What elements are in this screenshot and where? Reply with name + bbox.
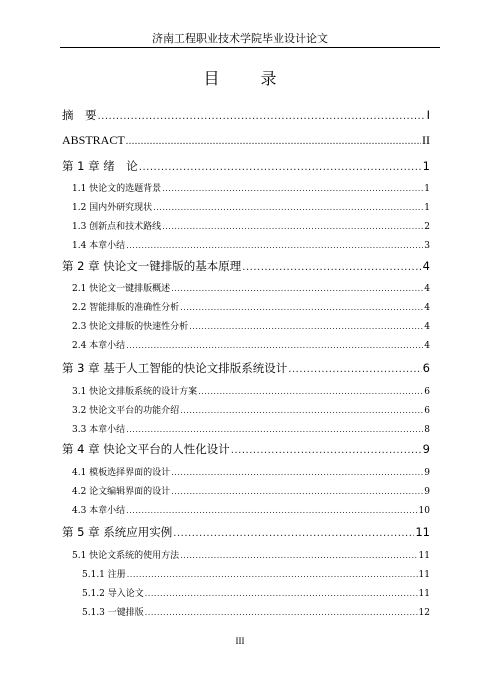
toc-entry-page: 11 <box>415 525 430 539</box>
toc-entry-label: ABSTRACT <box>62 133 125 147</box>
toc-entry-page: 4 <box>424 341 430 351</box>
toc-entry-page: 6 <box>424 406 430 416</box>
toc-leader-dots <box>173 528 414 539</box>
toc-entry <box>72 181 430 194</box>
toc-entry-page: I <box>426 108 430 122</box>
toc-entry-label: 第 2 章 快论文一键排版的基本原理 <box>62 259 242 273</box>
toc-leader-dots <box>126 425 423 434</box>
toc-entry-page: 4 <box>424 322 430 332</box>
toc-entry-label: 1.2 国内外研究现状 <box>72 203 153 213</box>
toc-entry-label: 2.1 快论文一键排版概述 <box>72 284 171 294</box>
toc-leader-dots <box>127 570 418 579</box>
toc-entry <box>82 586 430 599</box>
toc-entry-page: 11 <box>418 570 430 580</box>
toc-entry <box>62 524 430 540</box>
toc-entry-label: 2.3 快论文排版的快速性分析 <box>72 322 189 332</box>
toc-entry <box>82 567 430 580</box>
toc-entry <box>72 219 430 232</box>
toc-entry-page: 1 <box>422 159 430 173</box>
toc-entry <box>72 300 430 313</box>
toc-entry-label: 4.1 模板选择界面的设计 <box>72 468 171 478</box>
toc-entry-label: 1.3 创新点和技术路线 <box>72 222 162 232</box>
toc-entry-page: 12 <box>418 608 430 618</box>
toc-leader-dots <box>198 387 423 396</box>
toc-entry <box>72 484 430 497</box>
toc-leader-dots <box>145 589 418 598</box>
toc-leader-dots <box>139 162 422 173</box>
toc-entry-page: 9 <box>422 442 430 456</box>
toc-entry-page: 4 <box>424 284 430 294</box>
toc-title: 目 录 <box>203 69 295 88</box>
toc-entry <box>72 548 430 561</box>
toc-leader-dots <box>126 136 421 147</box>
toc-entry-label: 5.1.1 注册 <box>82 570 126 580</box>
toc-entry-label: 3.2 快论文平台的功能介绍 <box>72 406 180 416</box>
toc-leader-dots <box>126 241 423 250</box>
toc-entry <box>62 107 430 123</box>
toc-entry-label: 5.1 快论文系统的使用方法 <box>72 551 180 561</box>
toc-entry-label: 3.1 快论文排版系统的设计方案 <box>72 387 198 397</box>
toc-leader-dots <box>180 406 423 415</box>
toc-leader-dots <box>171 468 423 477</box>
toc-entry <box>72 281 430 294</box>
toc-entry-label: 摘 要 <box>62 108 97 122</box>
header-divider <box>60 47 440 48</box>
toc-leader-dots <box>153 203 423 212</box>
toc-entry-label: 2.4 本章小结 <box>72 341 126 351</box>
toc-entry-label: 第 1 章 绪 论 <box>62 159 138 173</box>
toc-entry <box>62 360 430 376</box>
toc-leader-dots <box>242 262 421 273</box>
toc-entry-page: 4 <box>424 303 430 313</box>
toc-leader-dots <box>162 222 423 231</box>
toc-entry <box>62 133 430 148</box>
toc-entry <box>72 465 430 478</box>
toc-entry-label: 4.3 本章小结 <box>72 506 126 516</box>
toc-entry-label: 3.3 本章小结 <box>72 425 126 435</box>
toc-entry-page: 10 <box>418 506 430 516</box>
toc-entry-label: 5.1.3 一键排版 <box>82 608 144 618</box>
running-header: 济南工程职业技术学院毕业设计论文 <box>152 32 328 45</box>
toc-entry-label: 1.4 本章小结 <box>72 241 126 251</box>
toc-leader-dots <box>231 445 422 456</box>
toc-entry <box>72 403 430 416</box>
toc-leader-dots <box>180 551 417 560</box>
toc-entry-label: 第 5 章 系统应用实例 <box>62 525 173 539</box>
toc-entry-label: 4.2 论文编辑界面的设计 <box>72 487 171 497</box>
toc-entry <box>72 384 430 397</box>
toc-entry-page: II <box>422 133 430 147</box>
toc-leader-dots <box>126 341 423 350</box>
toc-entry <box>62 258 430 274</box>
toc-entry <box>62 158 430 174</box>
toc-entry <box>72 338 430 351</box>
toc-entry-page: 9 <box>424 487 430 497</box>
toc-leader-dots <box>162 184 423 193</box>
toc-leader-dots <box>171 487 423 496</box>
toc-leader-dots <box>126 506 417 515</box>
toc-entry-page: 9 <box>424 468 430 478</box>
toc-entry <box>62 441 430 457</box>
toc-entry-label: 2.2 智能排版的准确性分析 <box>72 303 180 313</box>
toc-leader-dots <box>189 322 423 331</box>
toc-entry-page: 6 <box>422 361 430 375</box>
page-number: III <box>235 636 245 646</box>
toc-leader-dots <box>98 111 426 122</box>
toc-entry <box>72 503 430 516</box>
toc-entry-page: 11 <box>418 551 430 561</box>
toc-entry-page: 1 <box>424 203 430 213</box>
toc-leader-dots <box>180 303 423 312</box>
toc-leader-dots <box>171 284 423 293</box>
toc-entry-page: 4 <box>422 259 430 273</box>
toc-entry-label: 第 4 章 快论文平台的人性化设计 <box>62 442 230 456</box>
toc-leader-dots <box>145 608 418 617</box>
toc-entry-label: 第 3 章 基于人工智能的快论文排版系统设计 <box>62 361 288 375</box>
toc-entry-page: 2 <box>424 222 430 232</box>
toc-entry-page: 11 <box>418 589 430 599</box>
toc-entry-page: 3 <box>424 241 430 251</box>
toc-entry <box>72 422 430 435</box>
toc-entry-label: 5.1.2 导入论文 <box>82 589 144 599</box>
toc-entry <box>72 200 430 213</box>
toc-entry-page: 1 <box>424 184 430 194</box>
toc-leader-dots <box>288 364 421 375</box>
toc-entry <box>82 605 430 618</box>
toc-entry <box>72 238 430 251</box>
toc-entry-page: 8 <box>424 425 430 435</box>
toc-entry-label: 1.1 快论文的选题背景 <box>72 184 162 194</box>
toc-entry <box>72 319 430 332</box>
toc-entry-page: 6 <box>424 387 430 397</box>
